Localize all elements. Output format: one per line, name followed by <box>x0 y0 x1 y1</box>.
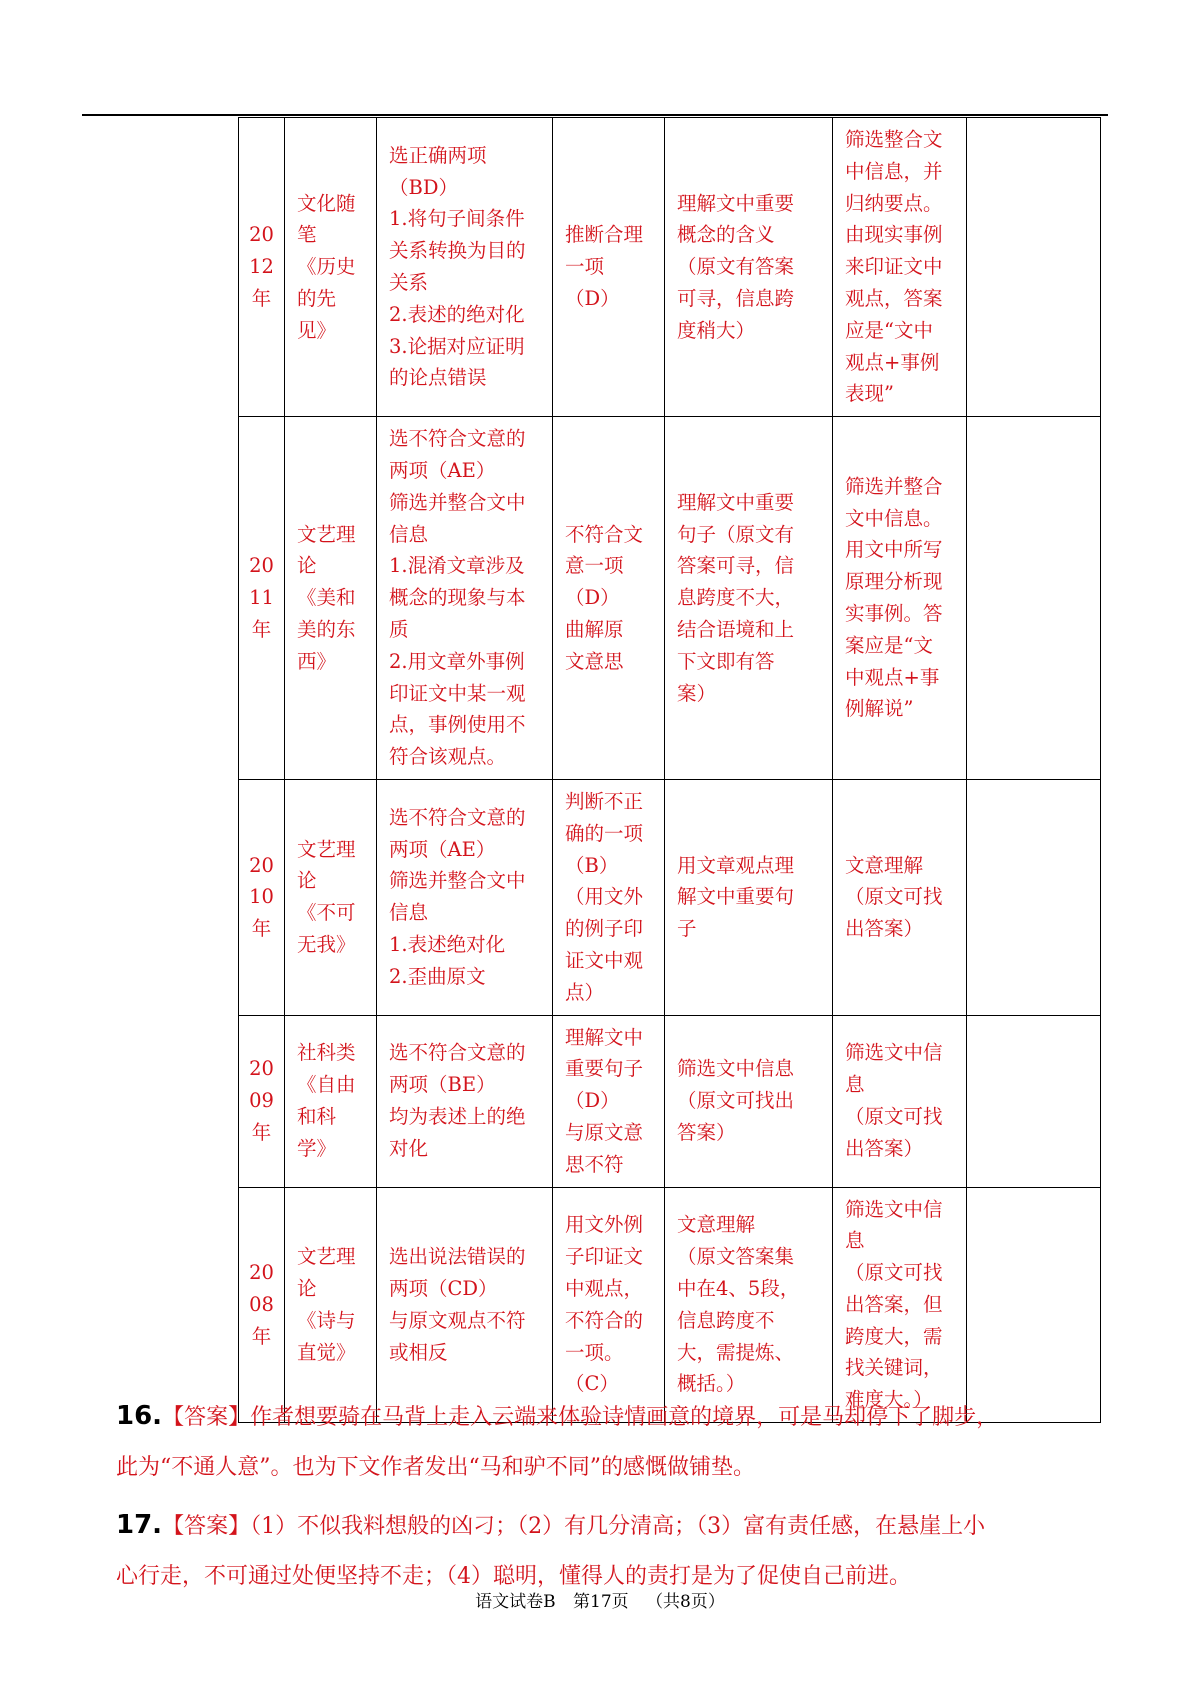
cell-line: 推断合理 <box>565 223 644 247</box>
cell-line: 西》 <box>297 649 337 673</box>
cell-line: 见》 <box>297 318 337 342</box>
answer-tag: 【答案】 <box>162 1514 251 1539</box>
cell-line: 年 <box>251 1120 272 1144</box>
cell-line: 12 <box>249 255 274 279</box>
cell-line: 息 <box>845 1229 865 1253</box>
question-number: 16. <box>116 1401 163 1431</box>
table-row <box>239 1187 1101 1423</box>
cell-line: 年 <box>251 1324 272 1348</box>
cell-line: 答案可寻，信 <box>677 554 795 578</box>
cell-line: 筛选并整合 <box>845 474 943 498</box>
blank-cell <box>967 417 1101 780</box>
cell-line: 文意理解 <box>677 1213 756 1237</box>
cell-line: 年 <box>251 917 272 941</box>
cell-line: 度稍大） <box>677 318 756 342</box>
cell-line: 文中信息。 <box>845 506 943 530</box>
cell-line: 意一项 <box>565 554 624 578</box>
cell-line: 年 <box>251 286 272 310</box>
ability-cell <box>833 417 967 780</box>
cell-line: 2.歪曲原文 <box>389 964 486 988</box>
cell-line: 出答案） <box>845 917 924 941</box>
cell-line: 观点，答案 <box>845 286 943 310</box>
answer-text: （1）不似我料想般的凶刁；（2）有几分清高；（3）富有责任感，在悬崖上小 <box>250 1514 986 1539</box>
page-number: 第17页 <box>573 1592 629 1612</box>
cell-line: （原文可找 <box>845 885 943 909</box>
cell-line: 跨度大，需 <box>845 1324 943 1348</box>
cell-line: 两项（BE） <box>389 1073 496 1097</box>
cell-line: 《历史 <box>297 255 356 279</box>
cell-line: 2.用文章外事例 <box>389 649 525 673</box>
cell-line: 理解文中 <box>565 1025 644 1049</box>
cell-line: （BD） <box>389 175 458 199</box>
cell-line: 解文中重要句 <box>677 885 795 909</box>
year-cell <box>239 417 285 780</box>
cell-line: 筛选并整合文中 <box>389 869 526 893</box>
cell-line: 用文中所写 <box>845 538 943 562</box>
cell-line: 可寻，信息跨 <box>677 286 795 310</box>
ability-cell <box>833 779 967 1015</box>
cell-line: 表现” <box>845 382 894 406</box>
cell-line: （C） <box>565 1372 619 1396</box>
cell-line: 两项（AE） <box>389 458 496 482</box>
cell-line: 筛选文中信 <box>845 1041 943 1065</box>
cell-line: 思不符 <box>565 1152 624 1176</box>
test-point-cell <box>665 417 833 780</box>
cell-line: 信息 <box>389 522 429 546</box>
cell-line: 实事例。答 <box>845 602 943 626</box>
cell-line: 11 <box>249 586 274 610</box>
cell-line: （原文有答案 <box>677 255 795 279</box>
answer-text: 心行走，不可通过处便坚持不走；（4）聪明，懂得人的责打是为了促使自己前进。 <box>116 1564 911 1589</box>
requirement-cell <box>377 417 553 780</box>
cell-line: 两项（AE） <box>389 837 496 861</box>
question-type-cell <box>553 118 665 417</box>
ability-cell <box>833 118 967 417</box>
text-cell <box>285 1187 377 1423</box>
page-total: （共8页） <box>646 1592 725 1612</box>
cell-line: 由现实事例 <box>845 223 943 247</box>
cell-line: 选出说法错误的 <box>389 1245 526 1269</box>
cell-line: 中信息，并 <box>845 159 943 183</box>
cell-line: 重要句子 <box>565 1057 644 1081</box>
cell-line: 证文中观 <box>565 948 644 972</box>
question-type-cell <box>553 779 665 1015</box>
table-row <box>239 118 1101 417</box>
cell-line: 选不符合文意的 <box>389 1041 526 1065</box>
cell-line: 答案） <box>677 1120 736 1144</box>
cell-line: 对化 <box>389 1136 429 1160</box>
cell-line: 均为表述上的绝 <box>389 1105 526 1128</box>
cell-line: 出答案） <box>845 1136 924 1160</box>
cell-line: 美的东 <box>297 617 356 641</box>
cell-line: 筛选并整合文中 <box>389 490 526 514</box>
cell-line: 的先 <box>297 286 337 310</box>
cell-line: 曲解原 <box>565 617 624 641</box>
answer-tag: 【答案】 <box>162 1405 251 1430</box>
cell-line: 20 <box>249 1261 274 1285</box>
paper-name: 语文试卷B <box>475 1592 556 1612</box>
cell-line: 点，事例使用不 <box>389 713 526 737</box>
cell-line: 关系 <box>389 271 429 295</box>
cell-line: （原文可找 <box>845 1105 943 1128</box>
cell-line: 1.表述绝对化 <box>389 933 506 957</box>
cell-line: 一项。 <box>565 1340 624 1364</box>
cell-line: 20 <box>249 1057 274 1081</box>
ability-cell <box>833 1187 967 1423</box>
cell-line: 信息跨度不 <box>677 1308 775 1332</box>
cell-line: 理解文中重要 <box>677 490 795 514</box>
cell-line: 判断不正 <box>565 789 644 813</box>
cell-line: 笔 <box>297 223 317 247</box>
cell-line: （D） <box>565 1089 620 1113</box>
cell-line: 确的一项 <box>565 821 644 845</box>
cell-line: 中观点+事 <box>845 665 940 689</box>
cell-line: 案应是“文 <box>845 633 933 657</box>
table-row <box>239 779 1101 1015</box>
cell-line: 用文外例 <box>565 1213 644 1237</box>
table-row <box>239 417 1101 780</box>
cell-line: 符合该观点。 <box>389 745 507 769</box>
blank-cell <box>967 779 1101 1015</box>
cell-line: 与原文意 <box>565 1120 644 1144</box>
cell-line: 筛选文中信 <box>845 1197 943 1221</box>
cell-line: （用文外 <box>565 885 644 909</box>
cell-line: 选正确两项 <box>389 143 487 167</box>
cell-line: 下文即有答 <box>677 649 775 673</box>
cell-line: 子 <box>677 917 697 941</box>
cell-line: 3.论据对应证明 <box>389 334 525 358</box>
cell-line: 的例子印 <box>565 917 644 941</box>
year-cell <box>239 118 285 417</box>
year-cell <box>239 1187 285 1423</box>
cell-line: 筛选文中信息 <box>677 1057 795 1081</box>
cell-line: 中观点， <box>565 1276 644 1300</box>
answer-17 <box>116 1500 1096 1602</box>
cell-line: 结合语境和上 <box>677 617 795 641</box>
text-cell <box>285 417 377 780</box>
test-point-cell <box>665 779 833 1015</box>
cell-line: 两项（CD） <box>389 1276 498 1300</box>
cell-line: 学》 <box>297 1136 337 1160</box>
cell-line: 用文章观点理 <box>677 853 795 877</box>
cell-line: 09 <box>249 1089 274 1113</box>
cell-line: 筛选整合文 <box>845 128 943 151</box>
cell-line: 息 <box>845 1073 865 1097</box>
test-point-cell <box>665 118 833 417</box>
cell-line: 息跨度不大， <box>677 586 795 610</box>
cell-line: 不符合的 <box>565 1308 644 1332</box>
cell-line: 找关键词， <box>845 1356 943 1380</box>
text-cell <box>285 118 377 417</box>
question-number: 17. <box>116 1510 163 1540</box>
cell-line: 选不符合文意的 <box>389 805 526 829</box>
cell-line: 文意理解 <box>845 853 924 877</box>
exam-analysis-table <box>238 117 1101 1423</box>
cell-line: 中在4、5段， <box>677 1276 800 1300</box>
answer-text: 此为“不通人意”。也为下文作者发出“马和驴不同”的感慨做铺垫。 <box>116 1455 755 1480</box>
cell-line: 信息 <box>389 901 429 925</box>
cell-line: 20 <box>249 223 274 247</box>
cell-line: 2.表述的绝对化 <box>389 302 525 326</box>
cell-line: （D） <box>565 586 620 610</box>
cell-line: 大，需提炼、 <box>677 1340 795 1364</box>
cell-line: （原文可找 <box>845 1261 943 1285</box>
cell-line: 概念的现象与本 <box>389 586 526 610</box>
cell-line: 年 <box>251 617 272 641</box>
question-type-cell <box>553 417 665 780</box>
cell-line: （D） <box>565 286 620 310</box>
cell-line: 文艺理 <box>297 522 356 546</box>
test-point-cell <box>665 1187 833 1423</box>
cell-line: 的论点错误 <box>389 366 487 390</box>
blank-cell <box>967 1187 1101 1423</box>
requirement-cell <box>377 1015 553 1187</box>
cell-line: 文化随 <box>297 191 356 215</box>
cell-line: 子印证文 <box>565 1245 644 1269</box>
cell-line: 案） <box>677 681 717 705</box>
requirement-cell <box>377 779 553 1015</box>
cell-line: （原文答案集 <box>677 1245 795 1269</box>
cell-line: 归纳要点。 <box>845 191 943 215</box>
cell-line: 论 <box>297 554 317 578</box>
cell-line: 观点+事例 <box>845 350 940 374</box>
cell-line: 无我》 <box>297 933 356 957</box>
cell-line: 《诗与 <box>297 1308 356 1332</box>
cell-line: 出答案，但 <box>845 1292 943 1316</box>
cell-line: 1.将句子间条件 <box>389 207 525 231</box>
year-cell <box>239 779 285 1015</box>
cell-line: 选不符合文意的 <box>389 427 526 451</box>
cell-line: 10 <box>249 885 274 909</box>
cell-line: 与原文观点不符 <box>389 1308 526 1332</box>
cell-line: 质 <box>389 617 409 641</box>
cell-line: 理解文中重要 <box>677 191 795 215</box>
cell-line: （原文可找出 <box>677 1089 795 1113</box>
cell-line: 点） <box>565 980 605 1004</box>
cell-line: 和科 <box>297 1105 337 1128</box>
test-point-cell <box>665 1015 833 1187</box>
cell-line: 或相反 <box>389 1340 448 1364</box>
requirement-cell <box>377 118 553 417</box>
cell-line: 概念的含义 <box>677 223 775 247</box>
cell-line: 《自由 <box>297 1073 356 1097</box>
year-cell <box>239 1015 285 1187</box>
answer-text: 作者想要骑在马背上走入云端来体验诗情画意的境界，可是马却停下了脚步， <box>250 1405 999 1430</box>
header-rule <box>82 114 1108 116</box>
page-footer <box>0 1590 1200 1614</box>
cell-line: 《不可 <box>297 901 356 925</box>
answer-16 <box>116 1391 1096 1493</box>
blank-cell <box>967 118 1101 417</box>
cell-line: 关系转换为目的 <box>389 239 526 263</box>
cell-line: 概括。） <box>677 1372 746 1396</box>
ability-cell <box>833 1015 967 1187</box>
table-row <box>239 1015 1101 1187</box>
cell-line: 文艺理 <box>297 1245 356 1269</box>
cell-line: 原理分析现 <box>845 570 943 594</box>
cell-line: 文意思 <box>565 649 624 673</box>
cell-line: 印证文中某一观 <box>389 681 526 705</box>
cell-line: 例解说” <box>845 697 914 721</box>
cell-line: 1.混淆文章涉及 <box>389 554 525 578</box>
cell-line: （B） <box>565 853 619 877</box>
cell-line: 08 <box>249 1292 274 1316</box>
cell-line: 20 <box>249 554 274 578</box>
cell-line: 来印证文中 <box>845 255 943 279</box>
cell-line: 论 <box>297 869 317 893</box>
cell-line: 直觉》 <box>297 1340 356 1364</box>
requirement-cell <box>377 1187 553 1423</box>
question-type-cell <box>553 1187 665 1423</box>
text-cell <box>285 1015 377 1187</box>
question-type-cell <box>553 1015 665 1187</box>
cell-line: 社科类 <box>297 1041 356 1065</box>
cell-line: 一项 <box>565 255 605 279</box>
cell-line: 论 <box>297 1276 317 1300</box>
text-cell <box>285 779 377 1015</box>
cell-line: 20 <box>249 853 274 877</box>
cell-line: 难度大。） <box>845 1388 933 1412</box>
cell-line: 文艺理 <box>297 837 356 861</box>
cell-line: 应是“文中 <box>845 318 933 342</box>
blank-cell <box>967 1015 1101 1187</box>
cell-line: 《美和 <box>297 586 356 610</box>
cell-line: 不符合文 <box>565 522 644 546</box>
cell-line: 句子（原文有 <box>677 522 795 546</box>
